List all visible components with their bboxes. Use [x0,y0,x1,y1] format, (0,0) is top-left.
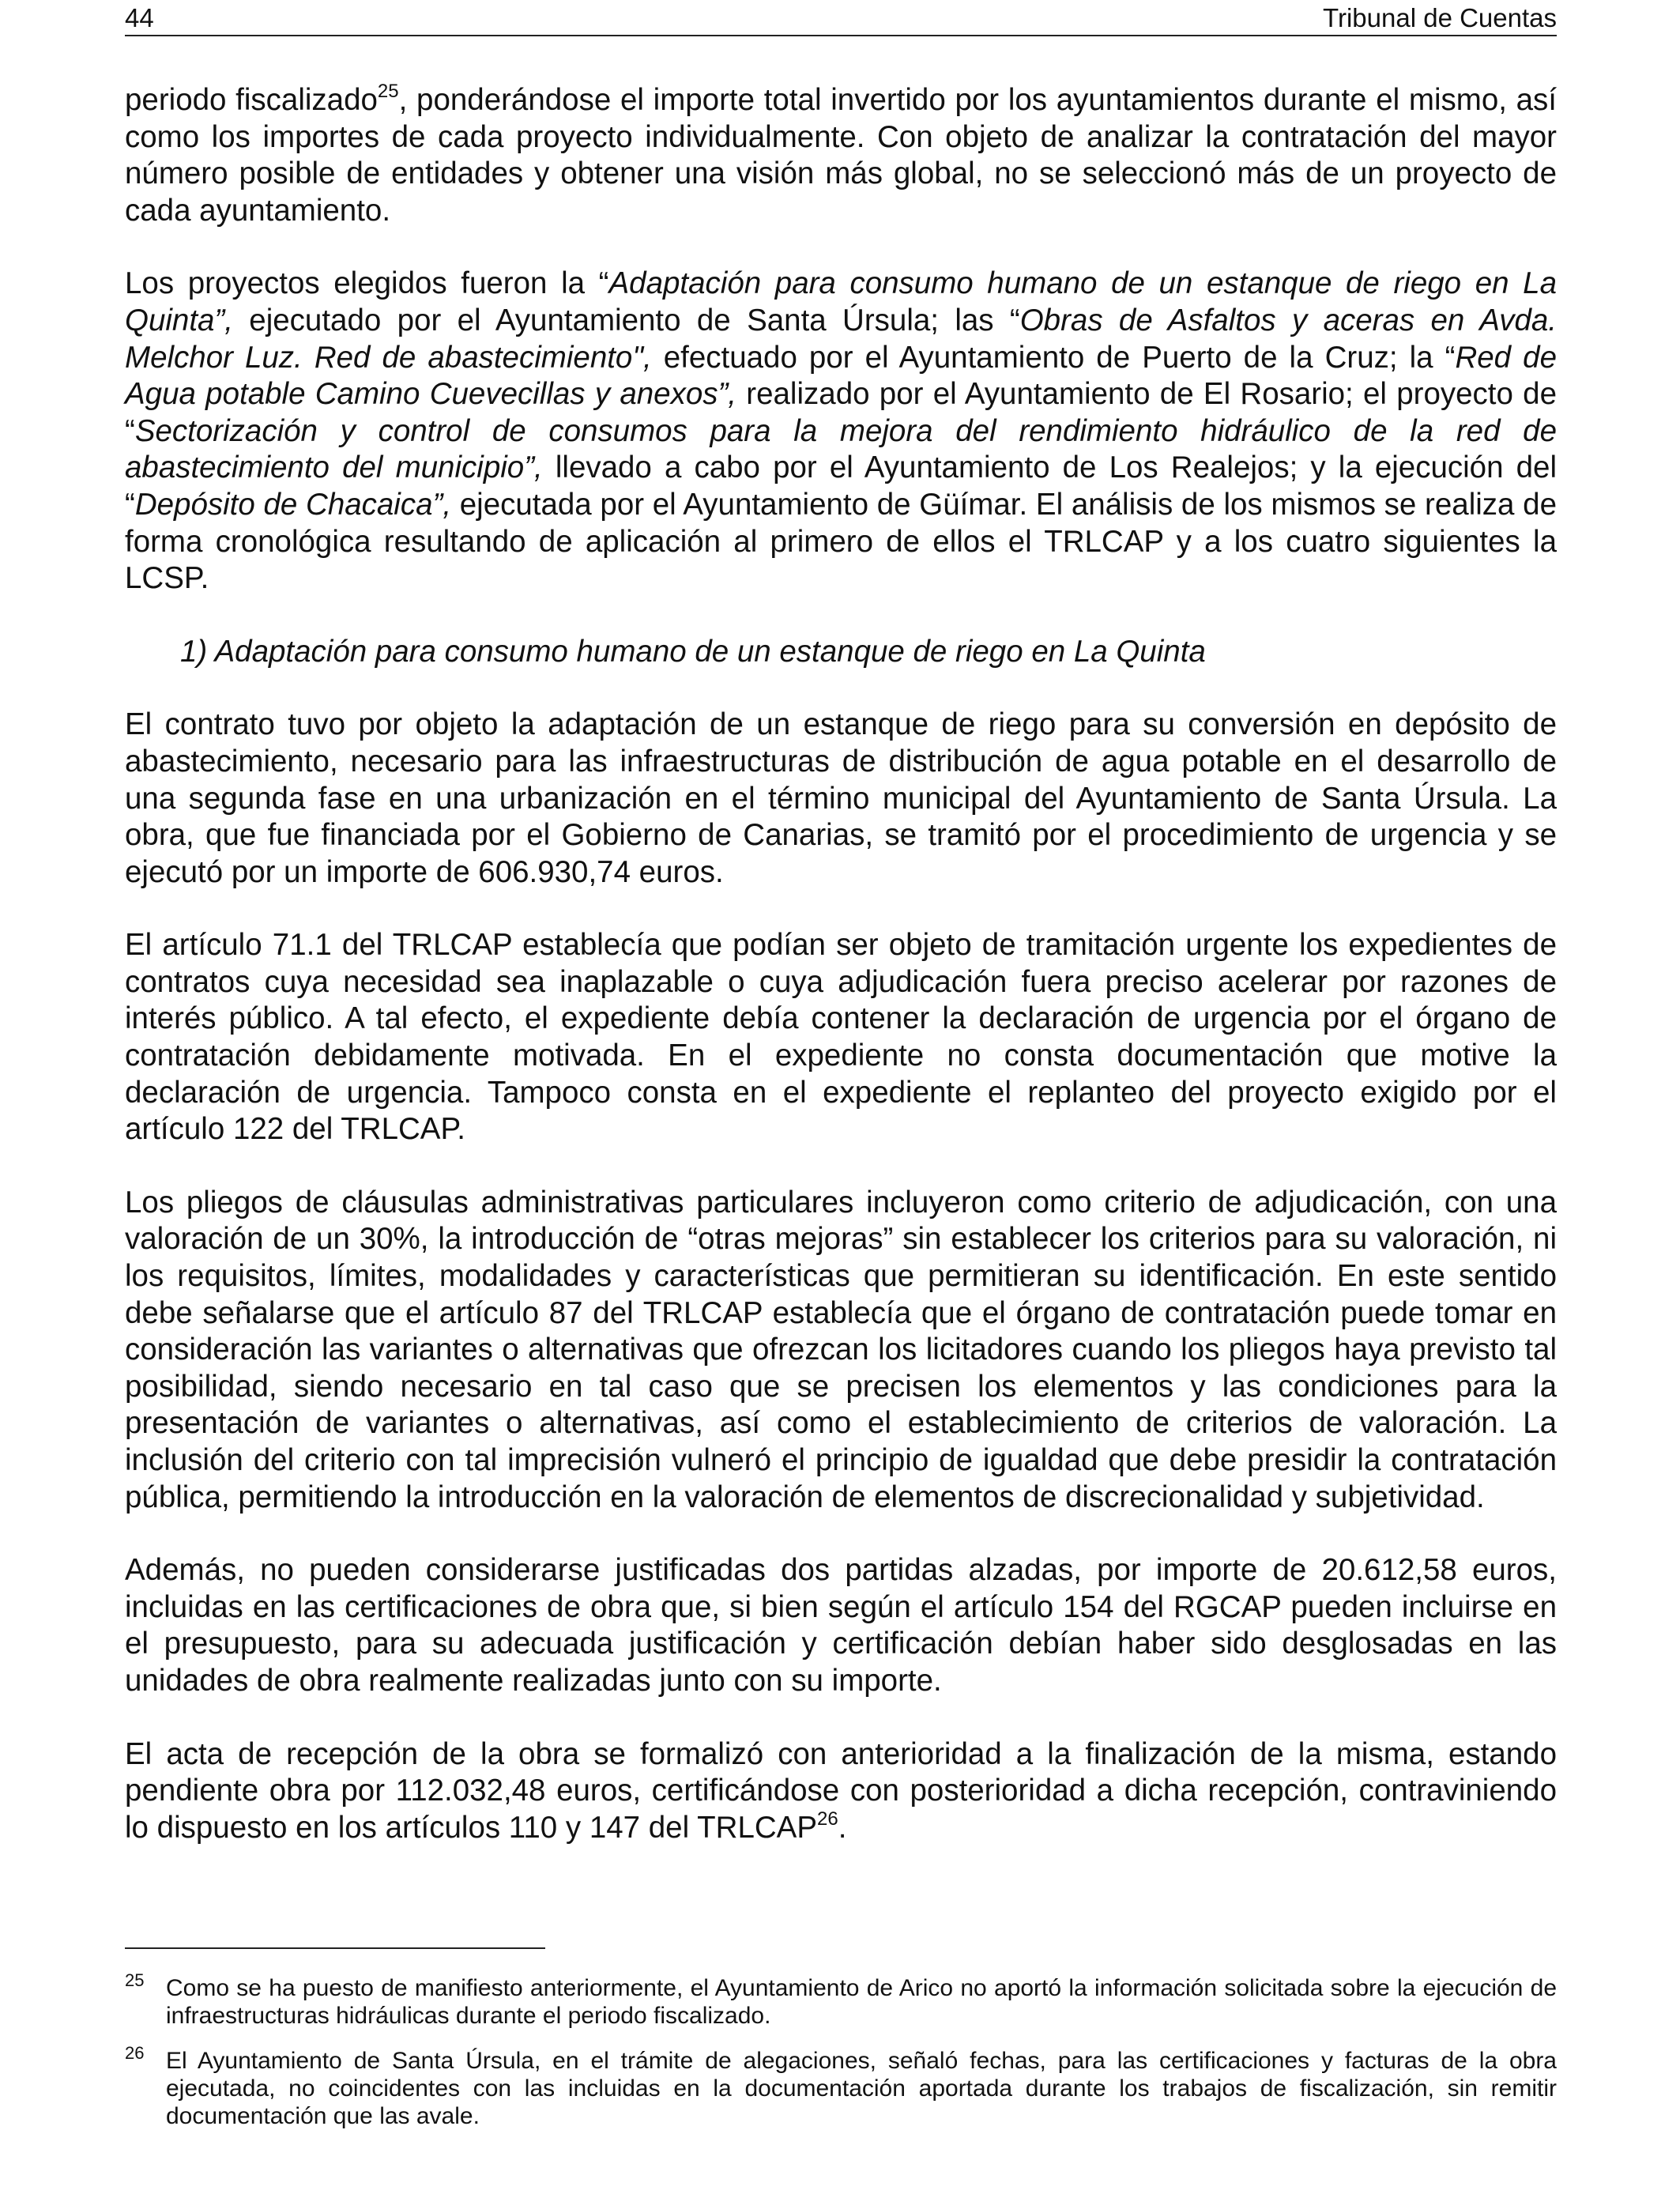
project-title-2: Obras de Asfaltos y aceras en Avda. Melchor Luz. Red de abastecimiento", [125,303,1557,375]
footnote-marker: 25 [125,1970,145,1990]
footnote-marker: 26 [125,2043,145,2063]
page-number: 44 [125,3,154,32]
page-header [125,0,1557,36]
footnote-ref-25[interactable]: 25 [377,81,399,102]
paragraph-7-text-a: El acta de recepción de la obra se formalizó con anterioridad a la finalización de la misma, estando pendiente obra por 112.032,48 euros, certificándose con posterioridad a dicha recepción, contraviniendo lo dispuesto en los artículos 110 y 147 del TRLCAP [125,1736,1557,1845]
paragraph-2-s1: Los proyectos elegidos fueron la “ [125,266,609,301]
main-body [125,82,1557,1883]
paragraph-4: El artículo 71.1 del TRLCAP establecía que podían ser objeto de tramitación urgente los expedientes de contratos cuya necesidad sea inaplazable o cuya adjudicación fuera preciso acelerar por razones de interés público. A tal efecto, el expediente debía contener la declaración de urgencia por el órgano de contratación debidamente motivada. En el expediente no consta documentación que motive la declaración de urgencia. Tampoco consta en el expediente el replanteo del proyecto exigido por el artículo 122 del TRLCAP. [125,928,1557,1147]
paragraph-2-s4: realizado por el Ayuntamiento de El Rosario; el proyecto de “ [125,377,1558,448]
footnote-text: El Ayuntamiento de Santa Úrsula, en el trámite de alegaciones, señaló fechas, para las certificaciones y facturas de la obra ejecutada, no coincidentes con las incluidas en la documentación aportada durante los trabajos de fiscalización, sin remitir documentación que las avale. [166,2048,1557,2129]
paragraph-5: Los pliegos de cláusulas administrativas particulares incluyeron como criterio de adjudicación, con una valoración de un 30%, la introducción de “otras mejoras” sin establecer los criterios para su valoración, ni los requisitos, límites, modalidades y características que permitieran su identificación. En este sentido debe señalarse que el artículo 87 del TRLCAP establecía que el órgano de contratación puede tomar en consideración las variantes o alternativas que ofrezcan los licitadores cuando los pliegos haya previsto tal posibilidad, siendo necesario en tal caso que se precisen los elementos y las condiciones para la presentación de variantes o alternativas, así como el establecimiento de criterios de valoración. La inclusión del criterio con tal imprecisión vulneró el principio de igualdad que debe presidir la contratación pública, permitiendo la introducción en la valoración de elementos de discrecionalidad y subjetividad. [125,1185,1557,1514]
footnote-26 [125,2043,1557,2130]
project-title-3: Red de Agua potable Camino Cuevecillas y anexos”, [125,340,1557,412]
section-heading: 1) Adaptación para consumo humano de un estanque de riego en La Quinta [180,634,1206,669]
footnote-25 [125,1970,1557,2030]
paragraph-3: El contrato tuvo por objeto la adaptación de un estanque de riego para su conversión en depósito de abastecimiento, necesario para las infraestructuras de distribución de agua potable en el desarrollo de una segunda fase en una urbanización en el término municipal del Ayuntamiento de Santa Úrsula. La obra, que fue financiada por el Gobierno de Canarias, se tramitó por el procedimiento de urgencia y se ejecutó por un importe de 606.930,74 euros. [125,707,1557,889]
footnote-ref-26[interactable]: 26 [817,1808,838,1830]
footnotes [125,1970,1557,2147]
paragraph-6: Además, no pueden considerarse justificadas dos partidas alzadas, por importe de 20.612,58 euros, incluidas en las certificaciones de obra que, si bien según el artículo 154 del RGCAP pueden incluirse en el presupuesto, para su adecuada justificación y certificación debían haber sido desglosadas en las unidades de obra realmente realizadas junto con su importe. [125,1553,1557,1698]
paragraph-7 [125,1736,1557,1847]
paragraph-2-s6: ejecutada por el Ayuntamiento de Güímar. El análisis de los mismos se realiza de forma cronológica resultando de aplicación al primero de ellos el TRLCAP y a los cuatro siguientes la LCSP. [125,487,1557,596]
project-title-1: Adaptación para consumo humano de un estanque de riego en La Quinta”, [125,266,1557,337]
paragraph-1 [125,82,1557,229]
paragraph-7-text-b: . [838,1810,847,1845]
paragraph-2-s2: ejecutado por el Ayuntamiento de Santa Úrsula; las “ [232,303,1020,337]
paragraph-1-text-a: periodo fiscalizado [125,83,378,117]
footnote-separator [125,1947,545,1949]
paragraph-2 [125,266,1557,597]
project-title-5: Depósito de Chacaica”, [134,487,452,522]
project-title-4: Sectorización y control de consumos para la mejora del rendimiento hidráulico de la red de abastecimiento del municipio”, [125,413,1557,485]
footnote-text: Como se ha puesto de manifiesto anteriormente, el Ayuntamiento de Arico no aportó la información solicitada sobre la ejecución de infraestructuras hidráulicas durante el periodo fiscalizado. [166,1975,1557,2029]
paragraph-2-s5: llevado a cabo por el Ayuntamiento de Los Realejos; y la ejecución del “ [125,450,1558,522]
paragraph-1-text-b: , ponderándose el importe total invertido por los ayuntamientos durante el mismo, así como los importes de cada proyecto individualmente. Con objeto de analizar la contratación del mayor número posible de entidades y obtener una visión más global, no se seleccionó más de un proyecto de cada ayuntamiento. [125,83,1558,228]
running-title: Tribunal de Cuentas [1323,3,1557,32]
paragraph-2-s3: efectuado por el Ayuntamiento de Puerto de la Cruz; la “ [651,340,1456,375]
